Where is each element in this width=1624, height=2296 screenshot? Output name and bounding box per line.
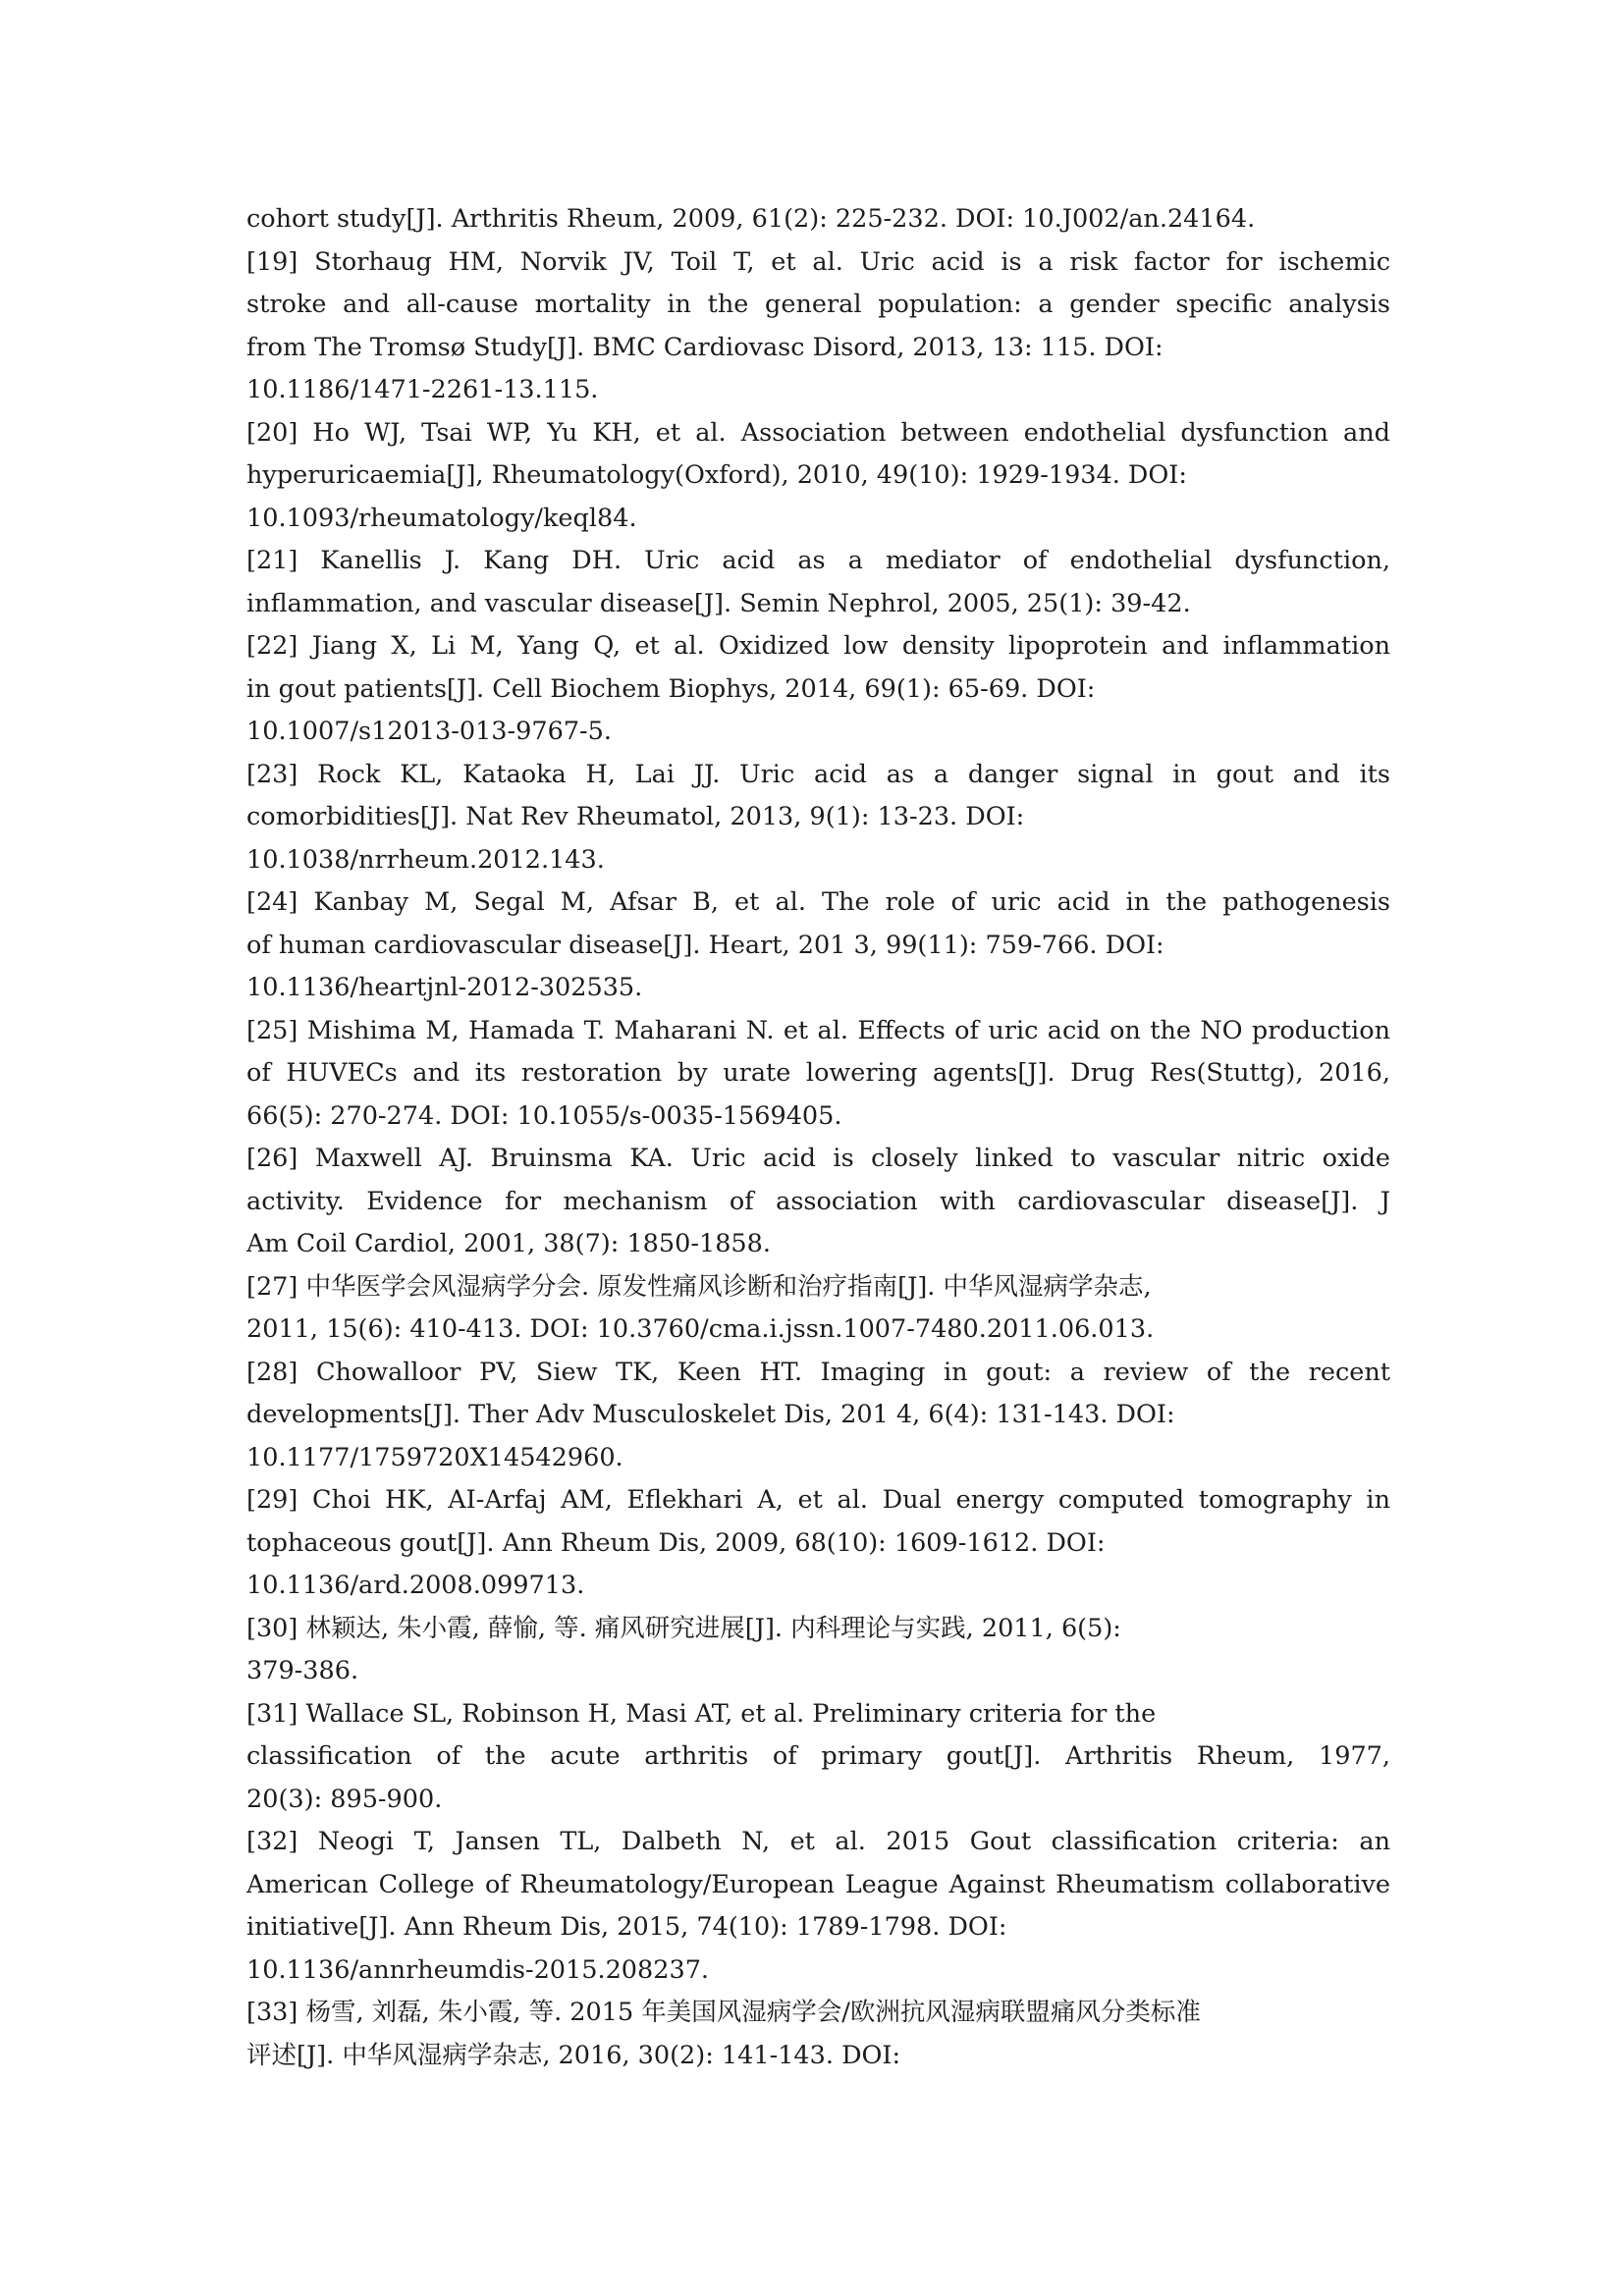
reference-line: hyperuricaemia[J], Rheumatology(Oxford), 2010, 49(10): 1929-1934. DOI: xyxy=(246,460,1187,490)
reference-line: 10.1136/heartjnl-2012-302535. xyxy=(246,973,643,1002)
reference-line: comorbidities[J]. Nat Rev Rheumatol, 2013, 9(1): 13-23. DOI: xyxy=(246,802,1025,831)
reference-line: [30] 林颖达, 朱小霞, 薛愉, 等. 痛风研究进展[J]. 内科理论与实践, 2011, 6(5): xyxy=(246,1613,1121,1643)
reference-line: [33] 杨雪, 刘磊, 朱小霞, 等. 2015 年美国风湿病学会/欧洲抗风湿病联盟痛风分类标准 xyxy=(246,1998,1201,2027)
reference-line: 66(5): 270-274. DOI: 10.1055/s-0035-1569405. xyxy=(246,1100,842,1131)
reference-line: 20(3): 895-900. xyxy=(246,1784,443,1814)
reference-line: inflammation, and vascular disease[J]. Semin Nephrol, 2005, 25(1): 39-42. xyxy=(246,588,1191,618)
reference-line: 10.1007/s12013-013-9767-5. xyxy=(246,717,612,746)
reference-line: American College of Rheumatology/European League Against Rheumatism collaborative xyxy=(246,1869,1390,1899)
reference-line: [19] Storhaug HM, Norvik JV, Toil T, et al. Uric acid is a risk factor for ischemic xyxy=(246,246,1390,277)
reference-line: 评述[J]. 中华风湿病学杂志, 2016, 30(2): 141-143. DOI: xyxy=(246,2040,901,2070)
reference-list xyxy=(246,198,1390,2077)
reference-line: [22] Jiang X, Li M, Yang Q, et al. Oxidized low density lipoprotein and inflammation xyxy=(246,631,1390,661)
reference-line: [21] Kanellis J. Kang DH. Uric acid as a mediator of endothelial dysfunction, xyxy=(246,546,1390,575)
reference-line: [24] Kanbay M, Segal M, Afsar B, et al. The role of uric acid in the pathogenesis xyxy=(246,887,1390,917)
reference-line: [32] Neogi T, Jansen TL, Dalbeth N, et al. 2015 Gout classification criteria: an xyxy=(246,1827,1390,1856)
reference-line: [20] Ho WJ, Tsai WP, Yu KH, et al. Association between endothelial dysfunction and xyxy=(246,417,1390,448)
reference-line: activity. Evidence for mechanism of association with cardiovascular disease[J]. J xyxy=(246,1186,1390,1216)
reference-line: 2011, 15(6): 410-413. DOI: 10.3760/cma.i.jssn.1007-7480.2011.06.013. xyxy=(246,1314,1155,1344)
reference-line: 10.1186/1471-2261-13.115. xyxy=(246,375,599,404)
reference-line: [27] 中华医学会风湿病学分会. 原发性痛风诊断和治疗指南[J]. 中华风湿病学杂志, xyxy=(246,1271,1152,1302)
reference-line: from The Tromsø Study[J]. BMC Cardiovasc Disord, 2013, 13: 115. DOI: xyxy=(246,332,1164,362)
reference-line: 10.1093/rheumatology/keql84. xyxy=(246,503,637,533)
reference-line: stroke and all-cause mortality in the general population: a gender specific analysis xyxy=(246,290,1390,319)
reference-line: [23] Rock KL, Kataoka H, Lai JJ. Uric acid as a danger signal in gout and its xyxy=(246,759,1390,789)
reference-line: in gout patients[J]. Cell Biochem Biophys, 2014, 69(1): 65-69. DOI: xyxy=(246,673,1096,704)
reference-line: classification of the acute arthritis of primary gout[J]. Arthritis Rheum, 1977, xyxy=(246,1741,1390,1771)
reference-line: tophaceous gout[J]. Ann Rheum Dis, 2009, 68(10): 1609-1612. DOI: xyxy=(246,1527,1106,1558)
reference-line: 10.1038/nrrheum.2012.143. xyxy=(246,844,605,875)
reference-line: 10.1136/ard.2008.099713. xyxy=(246,1571,585,1600)
reference-line: [28] Chowalloor PV, Siew TK, Keen HT. Imaging in gout: a review of the recent xyxy=(246,1357,1390,1387)
reference-line: initiative[J]. Ann Rheum Dis, 2015, 74(10): 1789-1798. DOI: xyxy=(246,1912,1007,1942)
reference-line: of HUVECs and its restoration by urate lowering agents[J]. Drug Res(Stuttg), 2016, xyxy=(246,1058,1390,1088)
reference-line: of human cardiovascular disease[J]. Heart, 201 3, 99(11): 759-766. DOI: xyxy=(246,930,1164,960)
reference-line: developments[J]. Ther Adv Musculoskelet Dis, 201 4, 6(4): 131-143. DOI: xyxy=(246,1400,1175,1429)
reference-line: 10.1177/1759720X14542960. xyxy=(246,1442,623,1472)
reference-line: [29] Choi HK, AI-Arfaj AM, Eflekhari A, et al. Dual energy computed tomography in xyxy=(246,1485,1390,1515)
reference-line: cohort study[J]. Arthritis Rheum, 2009, 61(2): 225-232. DOI: 10.J002/an.24164. xyxy=(246,204,1256,234)
reference-line: 379-386. xyxy=(246,1656,359,1685)
reference-line: [31] Wallace SL, Robinson H, Masi AT, et al. Preliminary criteria for the xyxy=(246,1698,1157,1729)
reference-line: 10.1136/annrheumdis-2015.208237. xyxy=(246,1954,710,1985)
reference-line: [25] Mishima M, Hamada T. Maharani N. et al. Effects of uric acid on the NO production xyxy=(246,1015,1390,1045)
reference-line: [26] Maxwell AJ. Bruinsma KA. Uric acid is closely linked to vascular nitric oxide xyxy=(246,1144,1390,1173)
reference-line: Am Coil Cardiol, 2001, 38(7): 1850-1858. xyxy=(246,1229,771,1258)
